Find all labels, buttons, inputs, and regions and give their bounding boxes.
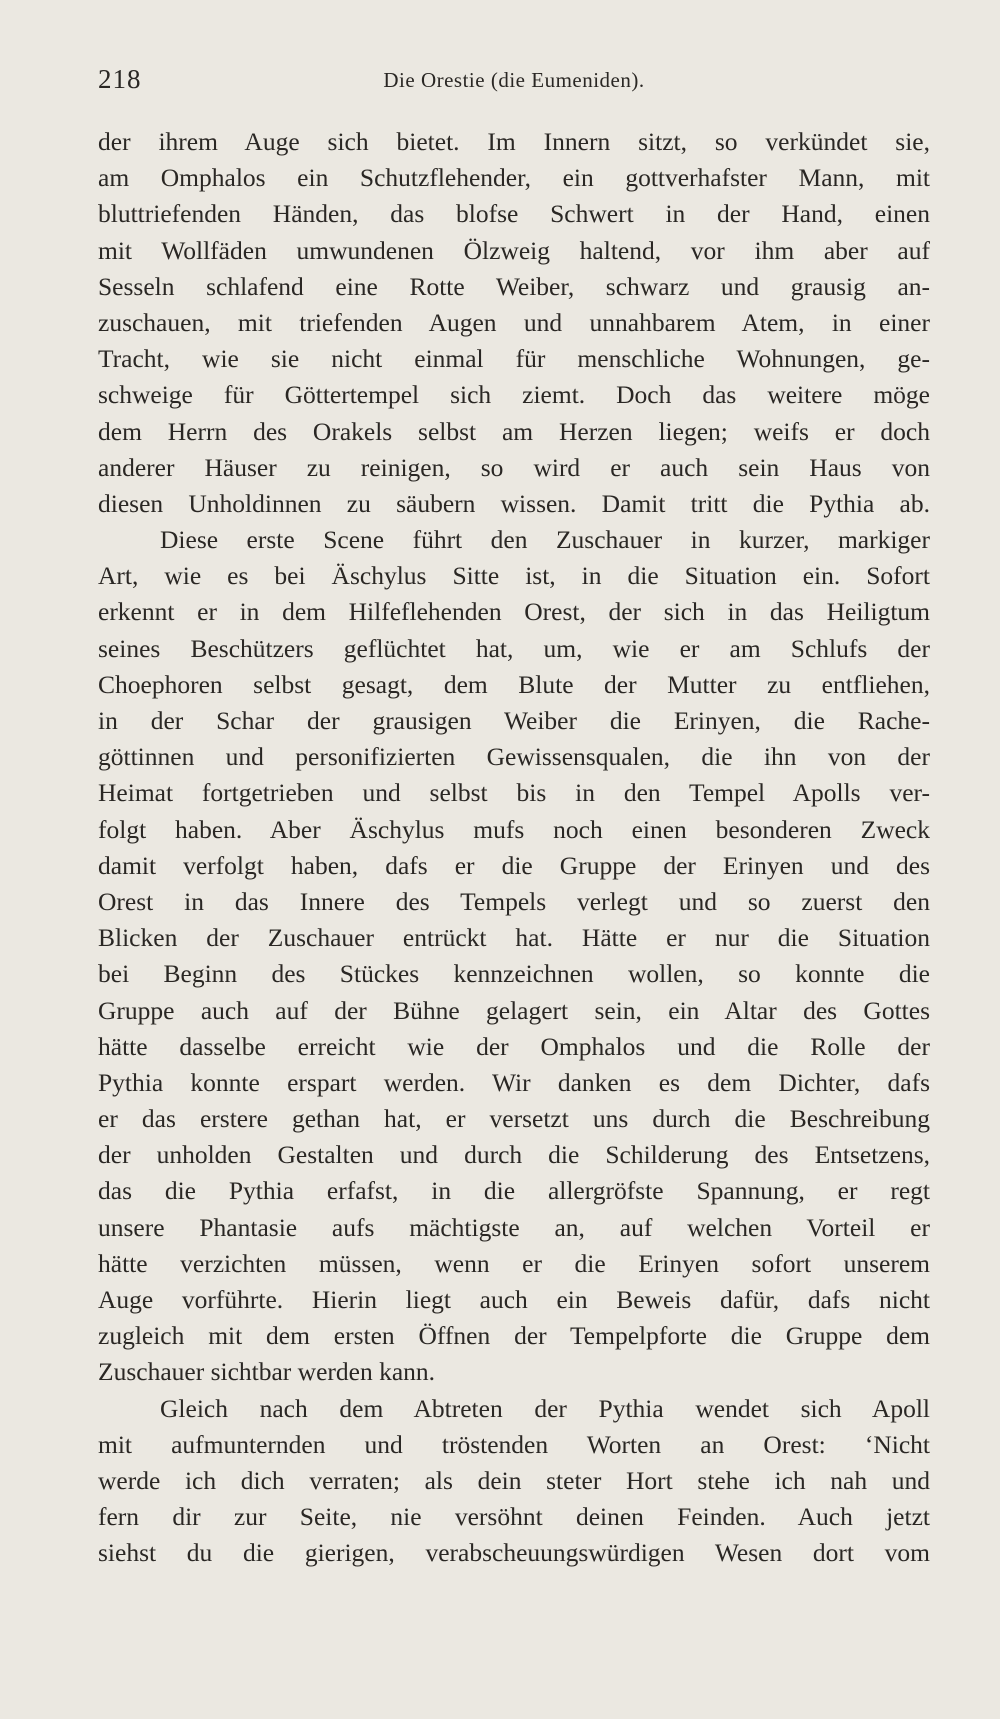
text-line: bluttriefenden Händen, das blofse Schwert in der Hand, einen xyxy=(98,199,930,229)
text-line: göttinnen und personifizierten Gewissensqualen, die ihn von der xyxy=(98,742,930,772)
text-line: hätte verzichten müssen, wenn er die Erinyen sofort unserem xyxy=(98,1248,930,1278)
text-line: der unholden Gestalten und durch die Schilderung des Entsetzens, xyxy=(98,1140,930,1170)
text-line: fern dir zur Seite, nie versöhnt deinen Feinden. Auch jetzt xyxy=(98,1502,930,1532)
text-line: erkennt er in dem Hilfeflehenden Orest, der sich in das Heiligtum xyxy=(98,597,930,627)
text-line: folgt haben. Aber Äschylus mufs noch einen besonderen Zweck xyxy=(98,814,930,844)
text-line: hätte dasselbe erreicht wie der Omphalos und die Rolle der xyxy=(98,1031,930,1061)
text-line: das die Pythia erfafst, in die allergröfste Spannung, er regt xyxy=(98,1176,930,1206)
text-line: werde ich dich verraten; als dein steter Hort stehe ich nah und xyxy=(98,1465,930,1495)
text-line: am Omphalos ein Schutzflehender, ein gottverhafster Mann, mit xyxy=(98,163,930,193)
text-line: schweige für Göttertempel sich ziemt. Doch das weitere möge xyxy=(98,380,930,410)
text-line: Blicken der Zuschauer entrückt hat. Hätte er nur die Situation xyxy=(98,923,930,953)
text-line: zuschauen, mit triefenden Augen und unnahbarem Atem, in einer xyxy=(98,307,930,337)
text-line: dem Herrn des Orakels selbst am Herzen liegen; weifs er doch xyxy=(98,416,930,446)
text-line: Orest in das Innere des Tempels verlegt und so zuerst den xyxy=(98,886,930,916)
text-line: Gleich nach dem Abtreten der Pythia wendet sich Apoll xyxy=(160,1393,930,1423)
page-header xyxy=(98,64,930,104)
text-line: er das erstere gethan hat, er versetzt uns durch die Beschreibung xyxy=(98,1104,930,1134)
text-line: Gruppe auch auf der Bühne gelagert sein, ein Altar des Gottes xyxy=(98,995,930,1025)
text-line: diesen Unholdinnen zu säubern wissen. Damit tritt die Pythia ab. xyxy=(98,488,930,518)
text-line: Choephoren selbst gesagt, dem Blute der Mutter zu entfliehen, xyxy=(98,669,930,699)
text-line: Art, wie es bei Äschylus Sitte ist, in die Situation ein. Sofort xyxy=(98,561,930,591)
text-line: siehst du die gierigen, verabscheuungswürdigen Wesen dort vom xyxy=(98,1538,930,1568)
text-line: mit aufmunternden und tröstenden Worten an Orest: ‘Nicht xyxy=(98,1429,930,1459)
running-head: Die Orestie (die Eumeniden). xyxy=(383,68,645,92)
text-line: seines Beschützers geflüchtet hat, um, wie er am Schlufs der xyxy=(98,633,930,663)
text-line: in der Schar der grausigen Weiber die Erinyen, die Rache- xyxy=(98,706,930,735)
text-line: bei Beginn des Stückes kennzeichnen wollen, so konnte die xyxy=(98,959,930,989)
text-line: damit verfolgt haben, dafs er die Gruppe der Erinyen und des xyxy=(98,850,930,880)
paragraph-1 xyxy=(98,124,930,522)
text-line: anderer Häuser zu reinigen, so wird er auch sein Haus von xyxy=(98,452,930,482)
paragraph-2 xyxy=(98,522,930,1391)
paragraph-3 xyxy=(98,1391,930,1572)
text-line: Zuschauer sichtbar werden kann. xyxy=(98,1357,436,1387)
text-line: Heimat fortgetrieben und selbst bis in den Tempel Apolls ver- xyxy=(98,778,930,808)
text-line: mit Wollfäden umwundenen Ölzweig haltend, vor ihm aber auf xyxy=(98,235,930,265)
text-line: unsere Phantasie aufs mächtigste an, auf welchen Vorteil er xyxy=(98,1212,930,1242)
body-text xyxy=(98,124,930,1684)
text-line: Sesseln schlafend eine Rotte Weiber, schwarz und grausig an- xyxy=(98,271,930,301)
text-line: Tracht, wie sie nicht einmal für menschliche Wohnungen, ge- xyxy=(98,344,930,374)
text-line: zugleich mit dem ersten Öffnen der Tempelpforte die Gruppe dem xyxy=(98,1321,930,1351)
text-line: Diese erste Scene führt den Zuschauer in kurzer, markiger xyxy=(160,525,930,555)
text-line: Pythia konnte erspart werden. Wir danken es dem Dichter, dafs xyxy=(98,1067,930,1097)
page-number: 218 xyxy=(98,64,142,94)
text-line: Auge vorführte. Hierin liegt auch ein Beweis dafür, dafs nicht xyxy=(98,1285,930,1314)
text-line: der ihrem Auge sich bietet. Im Innern sitzt, so verkündet sie, xyxy=(98,127,930,156)
